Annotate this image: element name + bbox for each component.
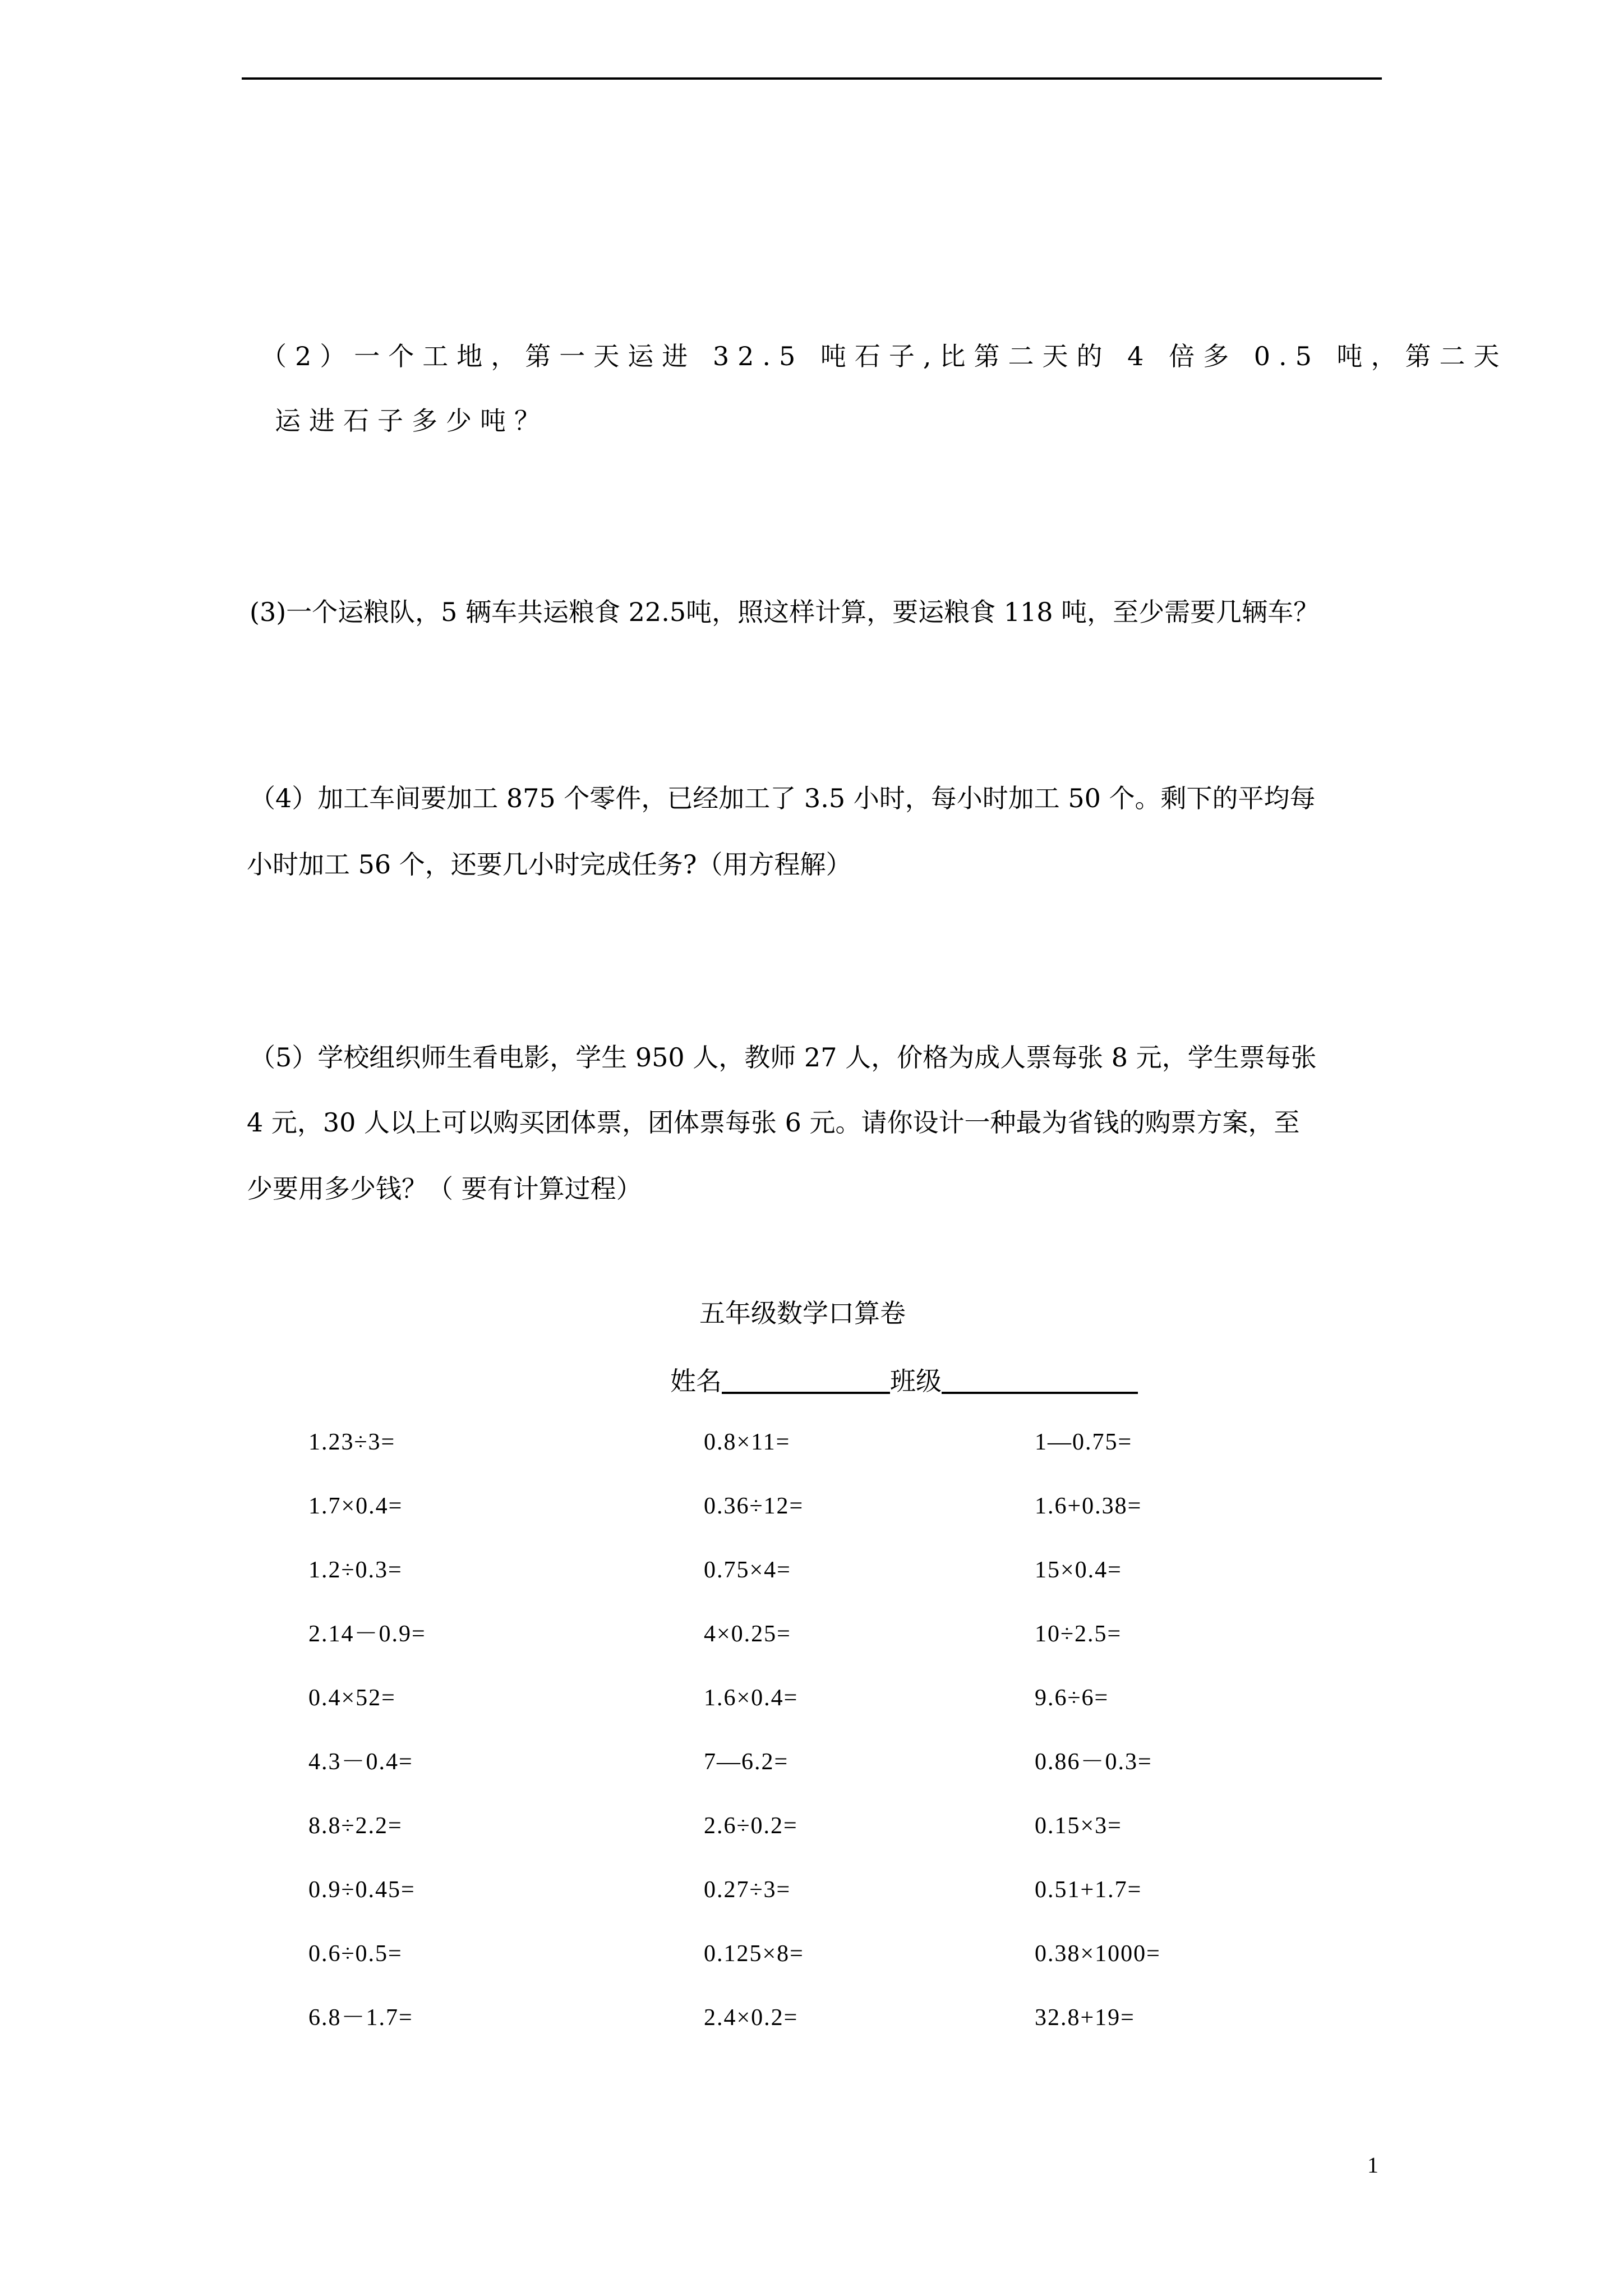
question-2-line-1: （2）一个工地，第一天运进 32.5 吨石子,比第二天的 4 倍多 0.5 吨，第二天 — [261, 341, 1508, 371]
name-label: 姓名 — [670, 1366, 722, 1396]
header-rule — [242, 77, 1382, 80]
arithmetic-problem: 0.8×11= — [704, 1429, 791, 1455]
question-2-line-2: 运进石子多少吨？ — [275, 406, 548, 436]
name-class-line — [670, 1366, 1138, 1394]
arithmetic-problem: 1.6+0.38= — [1035, 1493, 1142, 1519]
arithmetic-problem: 8.8÷2.2= — [308, 1813, 403, 1839]
arithmetic-problem: 0.27÷3= — [704, 1877, 791, 1903]
arithmetic-problem: 9.6÷6= — [1035, 1685, 1109, 1711]
question-4-line-1: （4）加工车间要加工 875 个零件，已经加工了 3.5 小时，每小时加工 50 个。剩下的平均每 — [250, 783, 1316, 813]
arithmetic-problem: 0.4×52= — [308, 1685, 396, 1711]
class-blank[interactable] — [942, 1366, 1138, 1394]
arithmetic-problem: 2.6÷0.2= — [704, 1813, 798, 1839]
class-label: 班级 — [890, 1366, 942, 1396]
arithmetic-problem: 0.9÷0.45= — [308, 1877, 416, 1903]
arithmetic-problem: 0.86－0.3= — [1035, 1749, 1152, 1775]
arithmetic-problem: 0.75×4= — [704, 1557, 791, 1583]
question-3-line-1: (3)一个运粮队，5 辆车共运粮食 22.5吨，照这样计算，要运粮食 118 吨，至少需要几辆车？ — [250, 597, 1320, 627]
worksheet-title: 五年级数学口算卷 — [699, 1298, 906, 1328]
arithmetic-problem: 1—0.75= — [1035, 1429, 1133, 1455]
page-number: 1 — [1367, 2152, 1378, 2178]
arithmetic-problem: 15×0.4= — [1035, 1557, 1122, 1583]
arithmetic-problem: 32.8+19= — [1035, 2005, 1135, 2031]
arithmetic-problem: 0.38×1000= — [1035, 1941, 1161, 1967]
question-5-line-3: 少要用多少钱？（ 要有计算过程） — [247, 1174, 642, 1204]
arithmetic-problem: 10÷2.5= — [1035, 1621, 1122, 1647]
arithmetic-problem: 4.3－0.4= — [308, 1749, 413, 1775]
arithmetic-problem: 7—6.2= — [704, 1749, 789, 1775]
question-4-line-2: 小时加工 56 个，还要几小时完成任务?（用方程解） — [247, 849, 852, 880]
arithmetic-problem: 0.6÷0.5= — [308, 1941, 403, 1967]
name-blank[interactable] — [722, 1366, 890, 1394]
question-5-line-2: 4 元，30 人以上可以购买团体票，团体票每张 6 元。请你设计一种最为省钱的购票方案，至 — [247, 1107, 1300, 1138]
arithmetic-problem: 2.14－0.9= — [308, 1621, 426, 1647]
arithmetic-problem: 4×0.25= — [704, 1621, 791, 1647]
arithmetic-problem: 0.51+1.7= — [1035, 1877, 1142, 1903]
arithmetic-problem: 1.2÷0.3= — [308, 1557, 403, 1583]
arithmetic-problem: 2.4×0.2= — [704, 2005, 799, 2031]
arithmetic-problem: 1.23÷3= — [308, 1429, 396, 1455]
arithmetic-problem: 1.6×0.4= — [704, 1685, 799, 1711]
arithmetic-problem: 6.8－1.7= — [308, 2005, 413, 2031]
arithmetic-problem: 1.7×0.4= — [308, 1493, 403, 1519]
arithmetic-problem: 0.125×8= — [704, 1941, 804, 1967]
arithmetic-problem: 0.36÷12= — [704, 1493, 804, 1519]
arithmetic-problem: 0.15×3= — [1035, 1813, 1122, 1839]
question-5-line-1: （5）学校组织师生看电影，学生 950 人，教师 27 人，价格为成人票每张 8 元，学生票每张 — [250, 1042, 1317, 1073]
